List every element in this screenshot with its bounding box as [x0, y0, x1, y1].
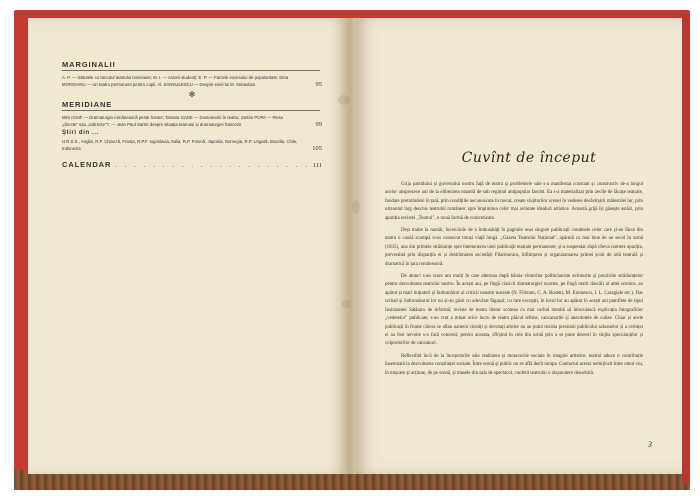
separator-star: ✻ [188, 90, 196, 99]
article-paragraph: Reflectînd încă de la începuturile sale realitatea și moravurile sociale în imagini artistice, teatrul aduce o contribuție însemnată la dezvoltarea conștiinței sociale. Între scenă și public nu se află decît rampa. Contactul acesta nemijlocit între omul viu, în mișcare și acțiune, de pe scenă, și masele din sala de spectacol, conferă teatrului o răspundere deosebită. [385, 353, 643, 376]
page-ref: 99 [315, 121, 322, 128]
toc-section-calendar [62, 160, 322, 169]
article-paragraph: Deși multe la număr, încercările de a îmbunătăți în paginile unei singure publicații condeiele celor care și-au făcut din teatru o cauză scumpă n-au cunoscut totuși viață lungă. „Gazeta Teatrului Național", apărută cu mai bine de un secol în urmă (1835), una din primele străduințe spre întemeierea unei publicații teatrale permanente, și-a suspendat după cîteva numere apariția, prevestind prin dispariția ei și destrămarea societății Filarmonica, înființarea și organizatoarea primei școli de artă teatrală și dramatică în țara românească. [385, 228, 643, 267]
article-title: Cuvînt de început [461, 150, 597, 166]
section-rule [62, 70, 320, 71]
entry-text: A. P. — Istitutele cu trecutul teatrului nominase; M. I. — Actorii studenți; E. P. — Farsele excesului de popularitate; Dina MOROIANU — Un teatru permanent pentru copii; Al. SĂNDULESCU — Despre ezeii lui M. Sebastian. [62, 75, 289, 87]
toc-section-meridiane [62, 100, 322, 109]
toc-entry [62, 138, 322, 152]
section-rule [62, 110, 320, 111]
paper-stain [338, 95, 350, 105]
page-ref: 105 [312, 145, 322, 152]
paper-stain [352, 200, 360, 214]
section-title: MERIDIANE [62, 100, 113, 109]
toc-entry [62, 74, 322, 88]
toc-section-marginalii [62, 60, 322, 69]
page-ref: 111 [312, 162, 322, 169]
section-title: MARGINALII [62, 60, 116, 69]
paper-stain [341, 300, 351, 308]
cover-right-edge [682, 14, 690, 484]
subsection-title: Știri din ... [62, 130, 99, 136]
page-number: 3 [648, 440, 652, 449]
entry-text: U.R.S.S., Anglia, R.P. Chineză, Franța, R.P.F. Iugoslavia, Italia, R.P. Polonă, Japonia, Norvegia, R.P. Ungară, Brazilia, Chile, Indonezia [62, 139, 298, 151]
toc-entry [62, 114, 322, 128]
article [385, 150, 643, 382]
leader-dots [115, 161, 308, 169]
article-paragraph: Grija partidului și guvernului nostru față de teatru și problemele sale s-a manifestat constant și constructiv de-a lungul acelor unsprezece ani de la eliberarea noastră de sub regimul antipopular fascist. Ea s-a materializat prin zecile de lăcașe teatrale, fondate pretutindeni în țară, prin condițiile necunoscute în trecut, create slujitorilor scenei în vederea desăvîrșirii măiestriei lor, prin orizontul larg deschis teatrului românesc spre împlinirea celor mai avîntate idealuri artistice. Această grijă își găsește astăzi, prin apariția revistei „Teatrul", o nouă formă de concretizare. [385, 182, 643, 221]
page-ref: 95 [315, 81, 322, 88]
entry-text: Mim IOSIF — Dramaturgia românească peste hotare; Tamara GANE — Dostoievski în teatru; Ștefan POPA — Piese „directe" sau „indirecte"?; — Jean Paul Sartre despre situația teatrului și dramaturgiei franceze [62, 115, 284, 127]
section-title: CALENDAR [62, 160, 112, 169]
binding-gutter [342, 18, 356, 474]
table-of-contents [62, 60, 322, 169]
article-paragraph: De atunci s-au scurs ani mulți în care alternau după bătaia vînturilor politicianiste avînturile și potolirile străduințelor pentru dezvoltarea teatrului nostru. În acești ani, pe lîngă clasicii dramaturgiei noastre, pe lîngă marii dascăli ai artei scenice, au apărut și mari inițiatori și îndrumători ai criticii noastre teatrale (N. Filimon, C. A. Rosetti, M. Eminescu, I. L. Caragiale etc.). Dar scrisul și îndrumătorul lor nu și-au găsit cu adevărat făgașul; cu rare excepții, în locul lor au apărut în acești ani pamflete de tipul Insinuantei Sătăraru de reformă; reviste de teatru literar scoteau cu mai curînd menită să înlocuiască explicația fotografiilor „vedetelor" publicate, s-au vrut a reluat orice lucru de teatru plăcut ieftine, cancanurile și anecdotele de culise. Chiar și acele publicații în frunte cărora se aflau oameni cinstiți și devotați artelor nu au putut rezista presiunii publicului saloanelor și a cerinței ei au fost nevoite s-o facă concesii; pentru aceasta, sfîrșind în cele din urmă prin a se pune deseori în slujba speculanților și colportorilor de cancanuri. [385, 274, 643, 347]
